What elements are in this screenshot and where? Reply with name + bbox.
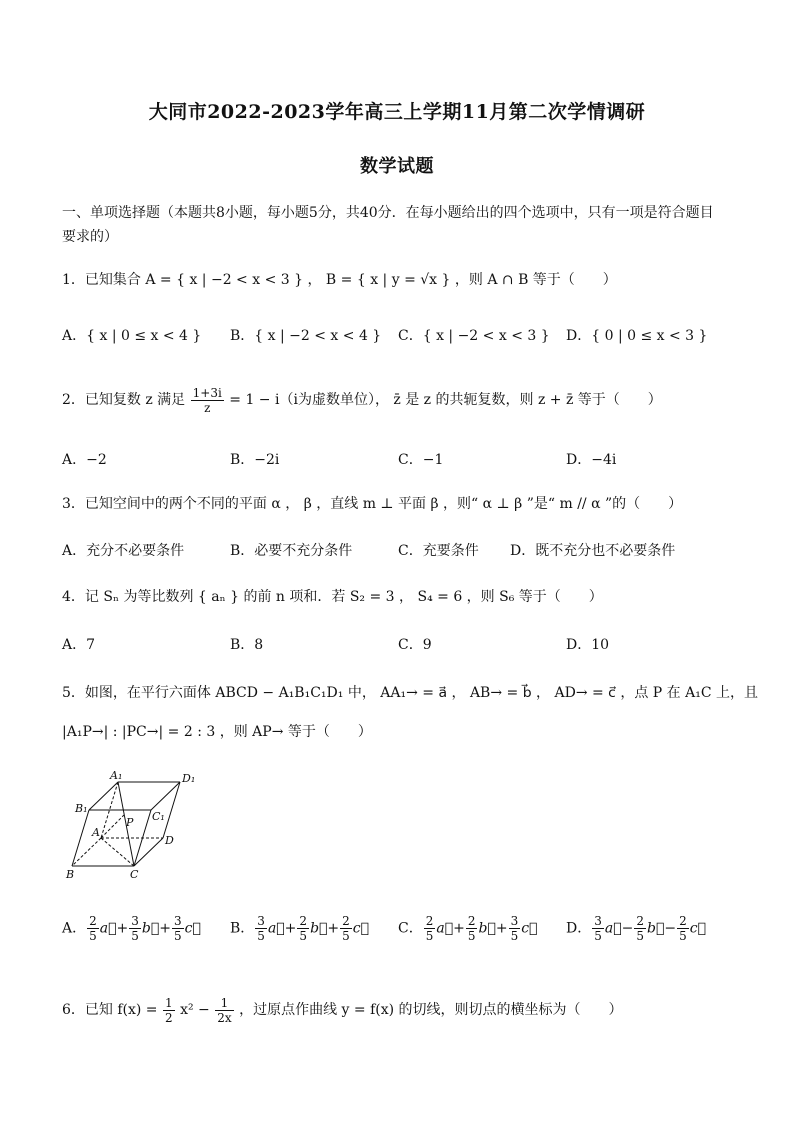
q6-stem-post: ，过原点作曲线 y = f(x) 的切线，则切点的横坐标为（ ） [239,1002,623,1018]
q6-f2-num: 1 [215,996,233,1011]
vector-term: b⃗− [647,920,677,937]
q1-option-d[interactable]: D．{ 0 | 0 ≤ x < 3 } [566,328,708,344]
coef-den: 5 [131,929,139,943]
coef-num: 2 [342,914,350,928]
question-6-stem [62,992,623,1028]
question-4-stem: 4．记 Sₙ 为等比数列 { aₙ } 的前 n 项和．若 S₂ = 3 ， S₄ = 6 ，则 S₆ 等于（ ） [62,589,603,605]
vector-term: c⃗ [352,920,370,937]
q5-option-d[interactable] [566,914,706,943]
coef-den: 5 [173,929,182,943]
q5-option-c[interactable] [398,914,537,943]
q2-stem-post: = 1 − i（i为虚数单位）， z̄ 是 z 的共轭复数，则 z + z̄ 等于（ ） [229,392,662,408]
coef-den: 5 [425,929,434,943]
coefficient-fraction [634,914,646,943]
exam-title: 大同市2022-2023学年高三上学期11月第二次学情调研 [148,101,646,123]
q2-fraction [191,386,224,415]
label-d1: D₁ [182,772,196,785]
q2-option-a[interactable]: A．−2 [62,452,107,468]
q6-f1-num: 1 [165,995,173,1010]
vector-term: c⃗ [521,920,538,937]
q5-option-a[interactable] [62,914,201,943]
coef-den: 5 [636,929,644,943]
coefficient-fraction [592,914,604,943]
question-3-stem: 3．已知空间中的两个不同的平面 α ， β ，直线 m ⊥ 平面 β ，则“ α ⊥ β ”是“ m // α ”的（ ） [62,496,683,512]
coefficient-fraction [677,914,689,943]
question-5-stem-line-2: |A₁P→| : |PC→| = 2 : 3 ，则 AP→ 等于（ ） [62,724,372,740]
q6-mid: x² − [180,1002,210,1018]
coef-num: 2 [299,914,308,928]
parallelepiped-diagram [62,769,196,882]
question-5-options [62,914,742,958]
vector-term: b⃗+ [478,920,508,937]
coefficient-fraction [297,914,309,943]
vector-term: b⃗+ [310,920,340,937]
label-b1: B₁ [75,802,88,815]
q6-stem-pre: 6．已知 f(x) = [62,1002,158,1018]
q4-option-c[interactable]: C．9 [398,637,432,653]
option-letter: A． [62,920,87,937]
coef-num: 3 [131,914,139,928]
q2-stem-pre: 2．已知复数 z 满足 [62,392,186,408]
vector-term: c⃗ [184,920,201,937]
section-heading: 一、单项选择题（本题共8小题，每小题5分，共40分．在每小题给出的四个选项中，只有一项是符合题目 [62,205,714,221]
option-letter: B． [230,920,255,937]
label-a: A [92,826,100,839]
vector-term: a⃗+ [99,920,129,937]
q6-fraction-2 [215,996,233,1025]
parallelepiped-figure [62,769,196,882]
q4-option-a[interactable]: A．7 [62,637,96,653]
q2-option-c[interactable]: C．−1 [398,452,444,468]
coefficient-fraction [87,914,99,943]
label-a1: A₁ [110,769,123,782]
label-c1: C₁ [152,810,165,823]
q3-option-c[interactable]: C．充要条件 [398,543,479,559]
q2-option-b[interactable]: B．−2i [230,452,280,468]
q3-option-b[interactable]: B．必要不充分条件 [230,543,353,559]
q3-option-d[interactable]: D．既不充分也不必要条件 [510,543,676,559]
q2-frac-den: z [204,400,211,415]
q6-f1-den: 2 [165,1010,173,1025]
vector-term: b⃗+ [141,920,171,937]
vector-term: a⃗+ [267,920,297,937]
question-5-stem-line-1: 5．如图，在平行六面体 ABCD − A₁B₁C₁D₁ 中， AA₁→ = a⃗ ， AB→ = b⃗ ， AD→ = c⃗ ，点 P 在 A₁C 上，且 [62,685,758,701]
coefficient-fraction [466,914,478,943]
coef-den: 5 [257,929,265,943]
q4-option-d[interactable]: D．10 [566,637,610,653]
question-1-stem: 1．已知集合 A = { x | −2 < x < 3 } ， B = { x | y = √x } ，则 A ∩ B 等于（ ） [62,272,617,288]
label-p: P [126,816,134,829]
q3-option-a[interactable]: A．充分不必要条件 [62,543,185,559]
coef-num: 3 [594,914,602,928]
q2-option-d[interactable]: D．−4i [566,452,617,468]
coef-num: 3 [510,914,519,928]
coef-num: 3 [173,914,182,928]
q1-option-b[interactable]: B．{ x | −2 < x < 4 } [230,328,382,344]
q1-option-a[interactable]: A．{ x | 0 ≤ x < 4 } [62,328,202,344]
q1-option-c[interactable]: C．{ x | −2 < x < 3 } [398,328,550,344]
q5-option-b[interactable] [230,914,369,943]
label-d: D [165,834,174,847]
coefficient-fraction [509,914,521,943]
question-2-stem [62,382,662,418]
coef-den: 5 [342,929,350,943]
option-letter: C． [398,920,423,937]
coefficient-fraction [129,914,141,943]
coefficient-fraction [424,914,436,943]
coef-num: 2 [679,914,687,928]
vector-term: a⃗− [604,920,634,937]
coef-num: 2 [467,914,476,928]
coefficient-fraction [172,914,184,943]
coef-num: 2 [89,914,97,928]
coef-den: 5 [594,929,602,943]
coef-den: 5 [679,929,687,943]
q2-frac-num: 1+3i [192,385,222,400]
label-c: C [130,868,139,881]
section-heading-cont: 要求的） [62,229,118,245]
exam-subtitle: 数学试题 [360,156,434,177]
edge-b1-b [72,810,89,866]
q6-fraction-1 [163,996,175,1025]
vector-term: a⃗+ [436,920,465,937]
q6-f2-den: 2x [217,1010,232,1025]
coef-den: 5 [299,929,308,943]
coef-den: 5 [467,929,476,943]
label-b: B [66,868,75,881]
coefficient-fraction [255,914,267,943]
q4-option-b[interactable]: B．8 [230,637,264,653]
vector-term: c⃗ [689,920,706,937]
coef-num: 3 [257,914,265,928]
coef-den: 5 [510,929,519,943]
option-letter: D． [566,920,592,937]
coef-num: 2 [636,914,644,928]
coef-den: 5 [89,929,97,943]
coefficient-fraction [340,914,352,943]
coef-num: 2 [425,914,434,928]
edge-a1-b1 [89,782,118,810]
